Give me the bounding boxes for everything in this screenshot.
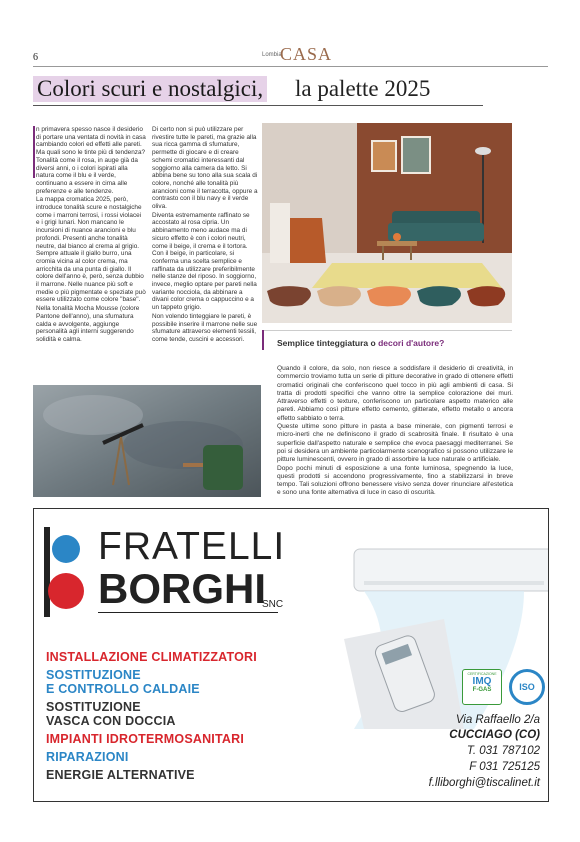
textured-wall-illustration: [33, 385, 261, 497]
service-item: SOSTITUZIONE: [46, 700, 141, 714]
logo-main-text: CASA: [280, 44, 333, 64]
service-item: IMPIANTI IDROTERMOSANITARI: [46, 732, 245, 746]
box-paragraph: Dopo pochi minuti di esposizione a una fonte luminosa, spegnendo la luce, questi prodotti si accendono progressivamente, fino a stabilizzarsi in breve tempo. Tali soluzioni offrono benessere visivo senza dover rinunciare all'estetica e sono una fonte alternativa di luce in caso di oscurità.: [277, 464, 513, 497]
box-title-plain: Semplice tinteggiatura o: [277, 338, 379, 348]
paragraph: La mappa cromatica 2025, però, introduce tonalità scure e nostalgiche come i marroni terrosi, i rossi violacei e i grigi lunari. Non mancano le incursioni di nuance arancioni e blu profondi. Presenti anche tonalità neutre, dal bianco al crema al grigio. Sempre attuale il giallo burro, una cromia vicina al color crema, ma arricchita da una punta di giallo. Il colore dell'anno è, però, senza dubbio il marrone. Nelle nuance più soft e medie o più pigmentate e speziate può essere utilizzato come colore "base".: [36, 196, 146, 304]
iso-badge: [509, 669, 545, 705]
paragraph: n primavera spesso nasce il desiderio di portare una ventata di novità in casa cambiando colori ed effetti alle pareti. Ma quali sono le tinte più di tendenza? Tonalità come il rosa, in auge già da diversi anni, o i colori ispirati alla natura come il blu e il verde, continuano a essere in cima alle preferenze e alle tendenze.: [36, 126, 146, 195]
city-line: CUCCIAGO (CO): [449, 729, 540, 741]
textured-wall-photo: [33, 385, 261, 497]
brand-line-1: FRATELLI: [98, 525, 286, 568]
brand-underline: [98, 612, 278, 613]
page-number: 6: [33, 52, 38, 63]
box-top-rule: [262, 330, 512, 331]
badge-subtitle: F-GAS: [472, 687, 492, 693]
logo-small-text: Lombia: [262, 52, 282, 58]
paragraph: Diventa estremamente raffinato se accostato al rosa cipria. Un abbinamento meno audace ma di sicuro effetto è con i colori neutri, come il beige, il crema e il tortora. Con il beige, in particolare, si conferma una scelta semplice e raffinata da utilizzare preferibilmente nelle stanze del riposo. In soggiorno, invece, meglio optare per pareti nella variante nocciola, da abbinare a divani color crema o cappuccino e a un tappeto grigio.: [152, 211, 257, 312]
service-item: VASCA CON DOCCIA: [46, 714, 176, 728]
advertisement-fratelli-borghi: [33, 508, 549, 802]
service-item: E CONTROLLO CALDAIE: [46, 682, 200, 696]
service-item: ENERGIE ALTERNATIVE: [46, 768, 195, 782]
brand-suffix: SNC: [262, 599, 284, 610]
article-column-1: [36, 126, 146, 345]
address-line: Via Raffaello 2/a: [455, 714, 540, 726]
imq-fgas-badge: [462, 669, 502, 705]
article-column-2: [152, 126, 260, 345]
email-address: f.lliborghi@tiscalinet.it: [428, 777, 540, 789]
dropcap-bar: [33, 126, 35, 178]
service-item: INSTALLAZIONE CLIMATIZZATORI: [46, 650, 257, 664]
box-title-accent: decori d'autore?: [378, 338, 445, 348]
box-accent-bar: [262, 330, 264, 350]
borghi-logo-mark: [44, 527, 88, 617]
headline-divider: [33, 105, 483, 106]
brand-line-2: BORGHI: [98, 565, 266, 612]
iso-badge-label: ISO: [519, 682, 535, 692]
service-item: RIPARAZIONI: [46, 750, 129, 764]
living-room-illustration: [262, 123, 512, 323]
headline-highlighted: Colori scuri e nostalgici,: [33, 76, 267, 102]
phone-number: T. 031 787102: [466, 745, 540, 757]
box-title: [277, 338, 444, 348]
service-item: SOSTITUZIONE: [46, 668, 141, 682]
box-paragraph: Queste ultime sono pitture in pasta a base minerale, con pigmenti terrosi e micro-inerti che ne definiscono il grado di scabrosità finale. Il risultato è una superficie dall'aspetto naturale e semplice che evoca paesaggi mediterranei. Se poi si desidera un ambiente particolarmente scenografico si possono utilizzare le pitture luminescenti, ovvero in grado di assorbire la luce naturale o artificiale.: [277, 423, 513, 464]
fax-number: F 031 725125: [469, 761, 540, 773]
living-room-photo: [262, 123, 512, 323]
box-body: [277, 365, 513, 498]
paragraph: Non volendo tinteggiare le pareti, è possibile inserire il marrone nelle sue sfumature attraverso elementi tessili, come tende, cuscini e accessori.: [152, 312, 258, 343]
header-divider: [33, 66, 548, 67]
article-headline: [33, 76, 483, 104]
badge-caption: CERTIFICAZIONE: [467, 672, 497, 676]
paragraph: Di certo non si può utilizzare per rivestire tutte le pareti, ma grazie alla sua ricca gamma di sfumature, permette di giocare e di creare schemi cromatici interessanti dal soggiorno alla camera da letto. Si abbina bene su tono alla sua scala di colore, nonché alle tonalità più arancioni come il terracotta, oppure a contrasto con il blu navy e il verde oliva.: [152, 126, 258, 211]
paragraph: Nella tonalità Mocha Mousse (colore Pantone dell'anno), una sfumatura calda e avvolgente, aggiunge personalità agli interni suggerendo solidità e calma.: [36, 305, 140, 343]
headline-subtitle: la palette 2025: [295, 76, 431, 101]
box-paragraph: Quando il colore, da solo, non riesce a soddisfare il desiderio di creatività, in commercio troviamo tutta un serie di pitture decorative in grado di ottenere effetti cromatici originali che conferiscono quel tocco in più agli ambienti di casa. Si tratta di prodotti specifici che vanno oltre la semplice colorazione dei muri. Attraverso effetti o texture, conferiscono un particolare aspetto materico alle pareti. Abbiamo così pitture effetto cemento, glitterate, effetto metallo o ancora effetto sabbiato o terra.: [277, 365, 513, 422]
badge-title: IMQ: [472, 676, 492, 687]
